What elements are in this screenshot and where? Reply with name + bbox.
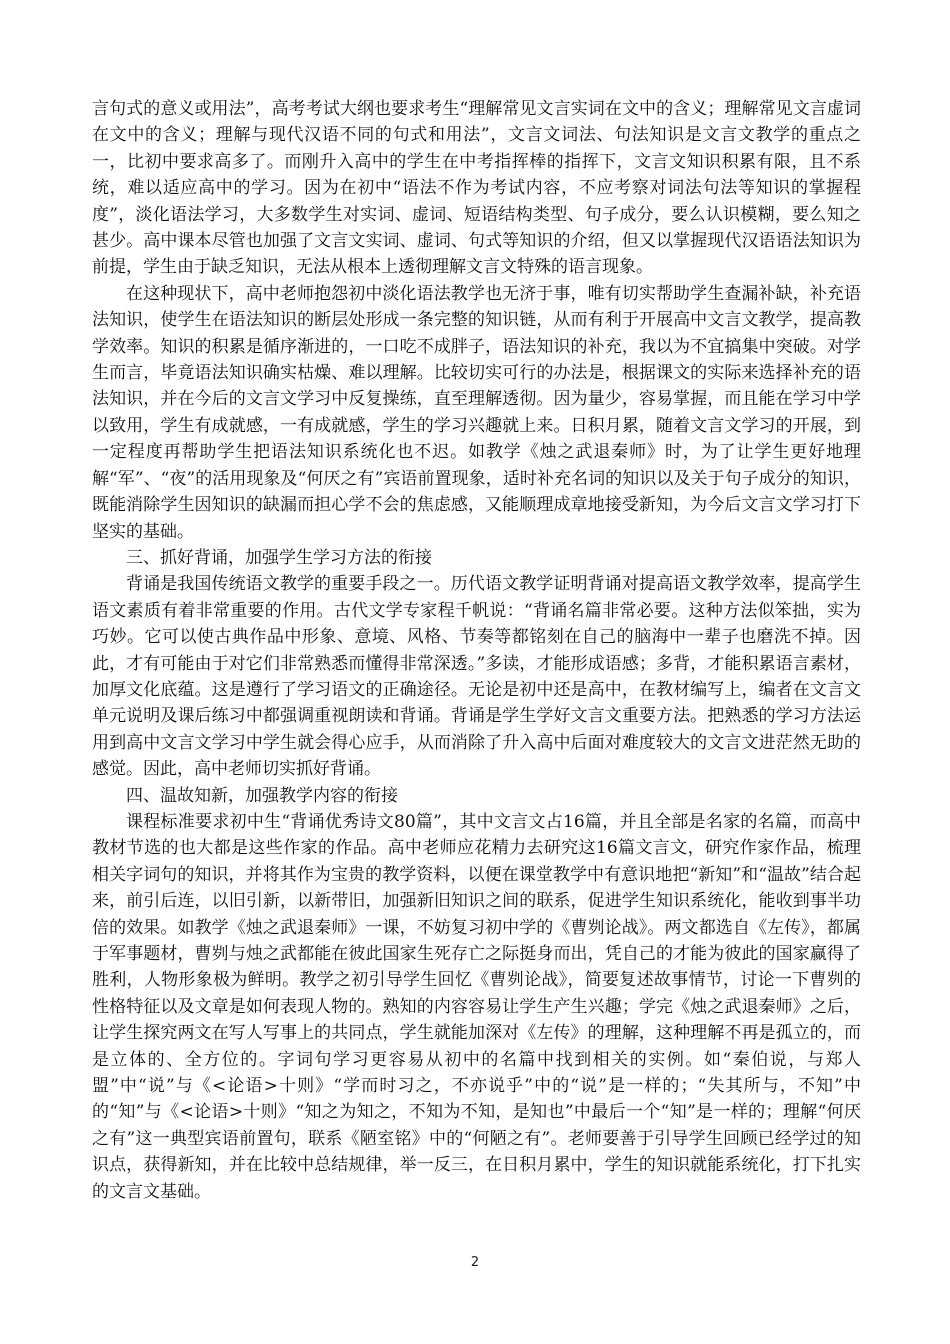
section-heading-recitation: 三、抓好背诵，加强学生学习方法的衔接: [126, 547, 432, 568]
page-number: 2: [470, 1255, 480, 1270]
document-body: [92, 96, 861, 1205]
paragraph-grammar-intro: 言句式的意义或用法”，高考考试大纲也要求考生“理解常见文言实词在文中的含义；理解常见文言虚词在文中的含义；理解与现代汉语不同的句式和用法”，文言文词法、句法知识是文言文教学的重点之一，比初中要求高多了。而刚升入高中的学生在中考指挥棒的指挥下，文言文知识积累有限，且不系统，难以适应高中的学习。因为在初中“语法不作为考试内容，不应考察对词法句法等知识的掌握程度”，淡化语法学习，大多数学生对实词、虚词、短语结构类型、句子成分，要么认识模糊，要么知之甚少。高中课本尽管也加强了文言文实词、虚词、句式等知识的介绍，但又以掌握现代汉语语法知识为前提，学生由于缺乏知识，无法从根本上透彻理解文言文特殊的语言现象。: [92, 99, 861, 278]
paragraph-review: 课程标准要求初中生“背诵优秀诗文80篇”，其中文言文占16篇，并且全部是名家的名篇，而高中教材节选的也大都是这些作家的作品。高中老师应花精力去研究这16篇文言文，研究作家作品，梳理相关字词句的知识，并将其作为宝贵的教学资料，以便在课堂教学中有意识地把“新知”和“温故”结合起来，前引后连，以旧引新，以新带旧，加强新旧知识之间的联系，促进学生知识系统化，能收到事半功倍的效果。如教学《烛之武退秦师》一课，不妨复习初中学的《曹刿论战》。两文都选自《左传》，都属于军事题材，曹刿与烛之武都能在彼此国家生死存亡之际挺身而出，凭自己的才能为彼此的国家赢得了胜利，人物形象极为鲜明。教学之初引导学生回忆《曹刿论战》，简要复述故事情节，讨论一下曹刿的性格特征以及文章是如何表现人物的。熟知的内容容易让学生产生兴趣；学完《烛之武退秦师》之后，让学生探究两文在写人写事上的共同点，学生就能加深对《左传》的理解，这种理解不再是孤立的，而是立体的、全方位的。字词句学习更容易从初中的名篇中找到相关的实例。如“秦伯说，与郑人盟”中“说”与《<论语>十则》“学而时习之，不亦说乎”中的“说”是一样的；“失其所与，不知”中的“知”与《<论语>十则》“知之为知之，不知为不知，是知也”中最后一个“知”是一样的；理解“何厌之有”这一典型宾语前置句，联系《陋室铭》中的“何陋之有”。老师要善于引导学生回顾已经学过的知识点，获得新知，并在比较中总结规律，举一反三，在日积月累中，学生的知识就能系统化，打下扎实的文言文基础。: [92, 811, 861, 1202]
section-heading-review: 四、温故知新，加强教学内容的衔接: [126, 785, 398, 806]
paragraph-grammar-supplement: 在这种现状下，高中老师抱怨初中淡化语法教学也无济于事，唯有切实帮助学生查漏补缺，补充语法知识，使学生在语法知识的断层处形成一条完整的知识链，从而有利于开展高中文言文教学，提高教学效率。知识的积累是循序渐进的，一口吃不成胖子，语法知识的补充，我以为不宜搞集中突破。对学生而言，毕竟语法知识确实枯燥、难以理解。比较切实可行的办法是，根据课文的实际来选择补充的语法知识，并在今后的文言文学习中反复操练，直至理解透彻。因为量少，容易掌握，而且能在学习中学以致用，学生有成就感，一有成就感，学生的学习兴趣就上来。日积月累，随着文言文学习的开展，到一定程度再帮助学生把语法知识系统化也不迟。如教学《烛之武退秦师》时，为了让学生更好地理解“军”、“夜”的活用现象及“何厌之有”宾语前置现象，适时补充名词的知识以及关于句子成分的知识，既能消除学生因知识的缺漏而担心学不会的焦虑感，又能顺理成章地接受新知，为今后文言文学习打下坚实的基础。: [92, 283, 861, 542]
paragraph-recitation: 背诵是我国传统语文教学的重要手段之一。历代语文教学证明背诵对提高语文教学效率，提高学生语文素质有着非常重要的作用。古代文学专家程千帆说：“背诵名篇非常必要。这种方法似笨拙，实为巧妙。它可以使古典作品中形象、意境、风格、节奏等都铭刻在自己的脑海中一辈子也磨洗不掉。因此，才有可能由于对它们非常熟悉而懂得非常深透。”多读，才能形成语感；多背，才能积累语言素材，加厚文化底蕴。这是遵行了学习语文的正确途径。无论是初中还是高中，在教材编写上，编者在文言文单元说明及课后练习中都强调重视朗读和背诵。背诵是学生学好文言文重要方法。把熟悉的学习方法运用到高中文言文学习中学生就会得心应手，从而消除了升入高中后面对难度较大的文言文进茫然无助的感觉。因此，高中老师切实抓好背诵。: [92, 574, 861, 780]
